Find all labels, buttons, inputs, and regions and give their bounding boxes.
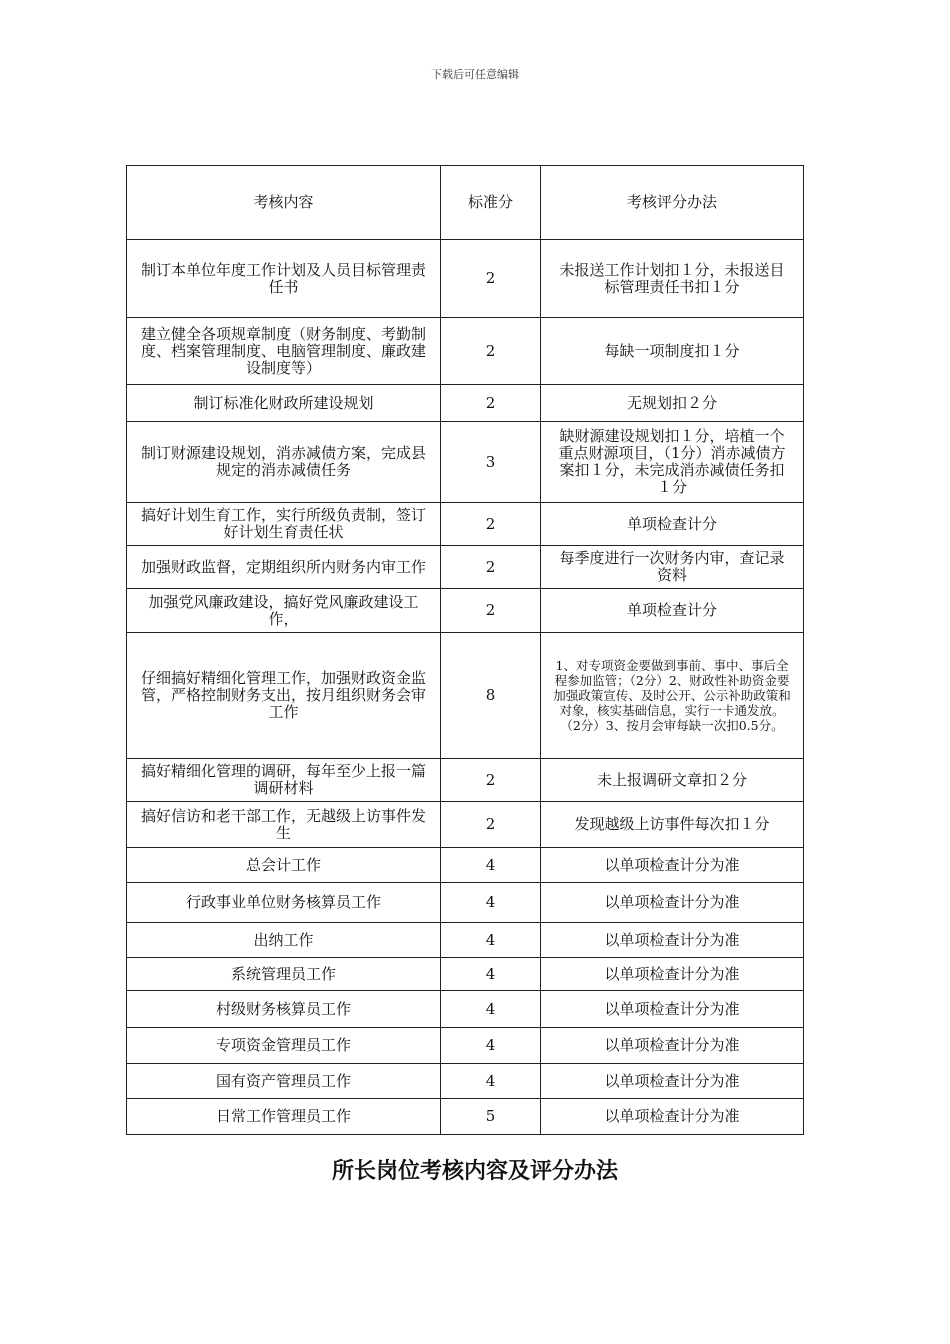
header-content: 考核内容 — [127, 166, 441, 240]
page-header-note: 下载后可任意编辑 — [431, 68, 519, 81]
row-content: 专项资金管理员工作 — [127, 1028, 441, 1064]
table-row — [127, 546, 804, 589]
row-score: 8 — [441, 633, 541, 759]
row-score: 4 — [441, 883, 541, 923]
table-row — [127, 759, 804, 802]
assessment-table — [126, 165, 804, 1135]
row-content: 系统管理员工作 — [127, 958, 441, 991]
row-method: 无规划扣２分 — [541, 385, 804, 422]
row-content: 总会计工作 — [127, 848, 441, 883]
row-score: 2 — [441, 503, 541, 546]
table-row — [127, 1064, 804, 1099]
row-score: 4 — [441, 1064, 541, 1099]
row-score: 3 — [441, 422, 541, 503]
row-method: 以单项检查计分为准 — [541, 848, 804, 883]
row-content: 加强党风廉政建设，搞好党风廉政建设工作， — [127, 589, 441, 633]
row-score: 2 — [441, 589, 541, 633]
row-method: 未上报调研文章扣２分 — [541, 759, 804, 802]
row-method: 发现越级上访事件每次扣１分 — [541, 802, 804, 848]
row-score: 2 — [441, 240, 541, 318]
row-content: 搞好计划生育工作，实行所级负责制，签订好计划生育责任状 — [127, 503, 441, 546]
row-method: 每季度进行一次财务内审，查记录资料 — [541, 546, 804, 589]
table-row — [127, 318, 804, 385]
section-title: 所长岗位考核内容及评分办法 — [331, 1159, 618, 1184]
row-content: 制订标准化财政所建设规划 — [127, 385, 441, 422]
row-score: 2 — [441, 318, 541, 385]
row-method: 以单项检查计分为准 — [541, 1028, 804, 1064]
table-row — [127, 848, 804, 883]
row-method: 未报送工作计划扣１分，未报送目标管理责任书扣１分 — [541, 240, 804, 318]
table-row — [127, 1099, 804, 1135]
row-content: 制订本单位年度工作计划及人员目标管理责任书 — [127, 240, 441, 318]
row-method: 单项检查计分 — [541, 503, 804, 546]
row-score: 4 — [441, 958, 541, 991]
header-score: 标准分 — [441, 166, 541, 240]
table-row — [127, 633, 804, 759]
row-content: 制订财源建设规划，消赤减债方案，完成县规定的消赤减债任务 — [127, 422, 441, 503]
row-content: 加强财政监督，定期组织所内财务内审工作 — [127, 546, 441, 589]
table-row — [127, 1028, 804, 1064]
row-score: 2 — [441, 385, 541, 422]
row-content: 国有资产管理员工作 — [127, 1064, 441, 1099]
row-content: 建立健全各项规章制度（财务制度、考勤制度、档案管理制度、电脑管理制度、廉政建设制度等） — [127, 318, 441, 385]
row-content: 日常工作管理员工作 — [127, 1099, 441, 1135]
row-method: 以单项检查计分为准 — [541, 1099, 804, 1135]
row-method: 每缺一项制度扣１分 — [541, 318, 804, 385]
table-row — [127, 883, 804, 923]
row-method: 1、对专项资金要做到事前、事中、事后全程参加监管；（2分）2、财政性补助资金要加强政策宣传、及时公开、公示补助政策和对象，核实基础信息，实行一卡通发放。（2分）3、按月会审每缺一次扣0.5分。 — [541, 633, 804, 759]
row-score: 2 — [441, 759, 541, 802]
row-method: 以单项检查计分为准 — [541, 1064, 804, 1099]
row-score: 4 — [441, 1028, 541, 1064]
table-row — [127, 589, 804, 633]
row-method: 以单项检查计分为准 — [541, 883, 804, 923]
row-score: 5 — [441, 1099, 541, 1135]
table-row — [127, 991, 804, 1028]
row-score: 4 — [441, 991, 541, 1028]
table-row — [127, 503, 804, 546]
row-method: 缺财源建设规划扣１分，培植一个重点财源项目，（1分）消赤减债方案扣１分，未完成消赤减债任务扣１分 — [541, 422, 804, 503]
header-method: 考核评分办法 — [541, 166, 804, 240]
row-method: 以单项检查计分为准 — [541, 991, 804, 1028]
row-content: 行政事业单位财务核算员工作 — [127, 883, 441, 923]
table-header-row — [127, 166, 804, 240]
row-score: 2 — [441, 802, 541, 848]
row-method: 单项检查计分 — [541, 589, 804, 633]
row-content: 出纳工作 — [127, 923, 441, 958]
row-method: 以单项检查计分为准 — [541, 958, 804, 991]
table-row — [127, 385, 804, 422]
table-row — [127, 958, 804, 991]
row-score: 4 — [441, 923, 541, 958]
table-row — [127, 802, 804, 848]
table-row — [127, 923, 804, 958]
row-method: 以单项检查计分为准 — [541, 923, 804, 958]
row-score: 4 — [441, 848, 541, 883]
table-row — [127, 240, 804, 318]
row-score: 2 — [441, 546, 541, 589]
row-content: 村级财务核算员工作 — [127, 991, 441, 1028]
row-content: 搞好精细化管理的调研，每年至少上报一篇调研材料 — [127, 759, 441, 802]
row-content: 仔细搞好精细化管理工作，加强财政资金监管，严格控制财务支出，按月组织财务会审工作 — [127, 633, 441, 759]
row-content: 搞好信访和老干部工作，无越级上访事件发生 — [127, 802, 441, 848]
table-row — [127, 422, 804, 503]
